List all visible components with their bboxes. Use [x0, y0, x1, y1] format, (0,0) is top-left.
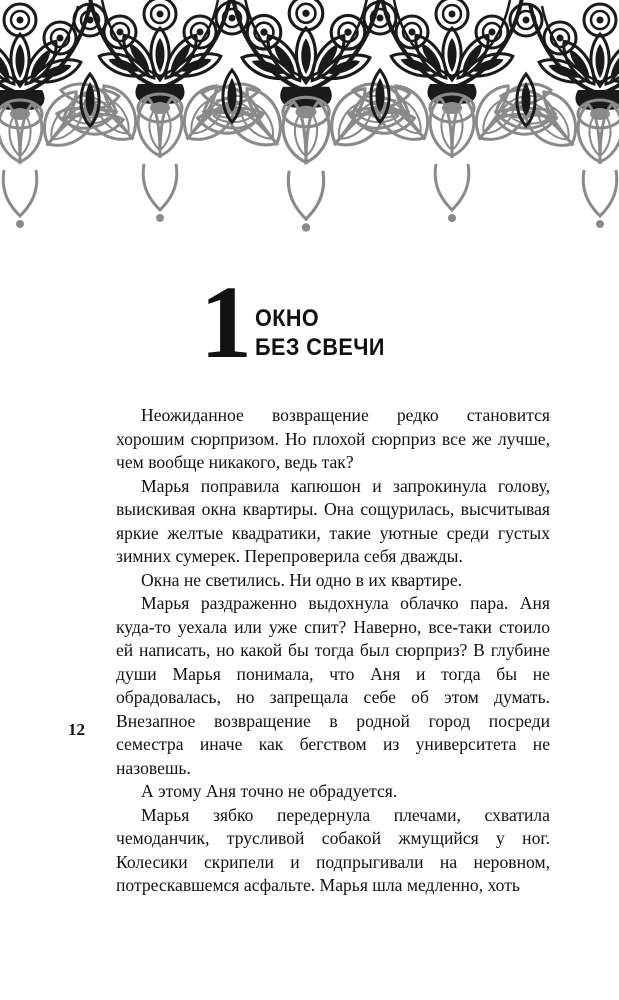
chapter-title	[255, 304, 385, 362]
paragraph: Марья зябко передернула плечами, схватила чемоданчик, трусливой собакой жмущийся у ног. Колесики скрипели и подпрыгивали на неровном, потрескавшемся асфальте. Марья шла медленно, хоть	[116, 804, 550, 895]
page-number: 12	[68, 720, 85, 739]
paragraph: Марья раздраженно выдохнула облачко пара. Аня куда-то уехала или уже спит? Наверно, все-таки стоило ей написать, но какой бы тогда был сюрприз? В глубине души Марья понимала, что Аня и тогда бы не обрадовалась, но запрещала себе об этом думать. Внезапное возвращение в родной город посреди семестра иначе как бегством из университета не назовешь.	[116, 593, 550, 778]
lace-ornament-header	[0, 0, 619, 265]
chapter-number: 1	[200, 265, 252, 380]
paragraph: Окна не светились. Ни одно в их квартире.	[141, 569, 463, 590]
paragraph: А этому Аня точно не обрадуется.	[141, 781, 398, 801]
chapter-title-line-1: ОКНО	[255, 305, 320, 332]
paragraph: Марья поправила капюшон и запрокинула голову, выискивая окна квартиры. Она сощурилась, высчитывая яркие желтые квадратики, такие уютные среди густых зимних сумерек. Перепроверила себя дважды.	[116, 475, 550, 566]
paragraph: Неожиданное возвращение редко становится хорошим сюрпризом. Но плохой сюрприз все же лучше, чем вообще никакого, ведь так?	[116, 405, 550, 472]
body-text	[116, 404, 550, 898]
chapter-title-line-2: БЕЗ СВЕЧИ	[255, 334, 385, 361]
